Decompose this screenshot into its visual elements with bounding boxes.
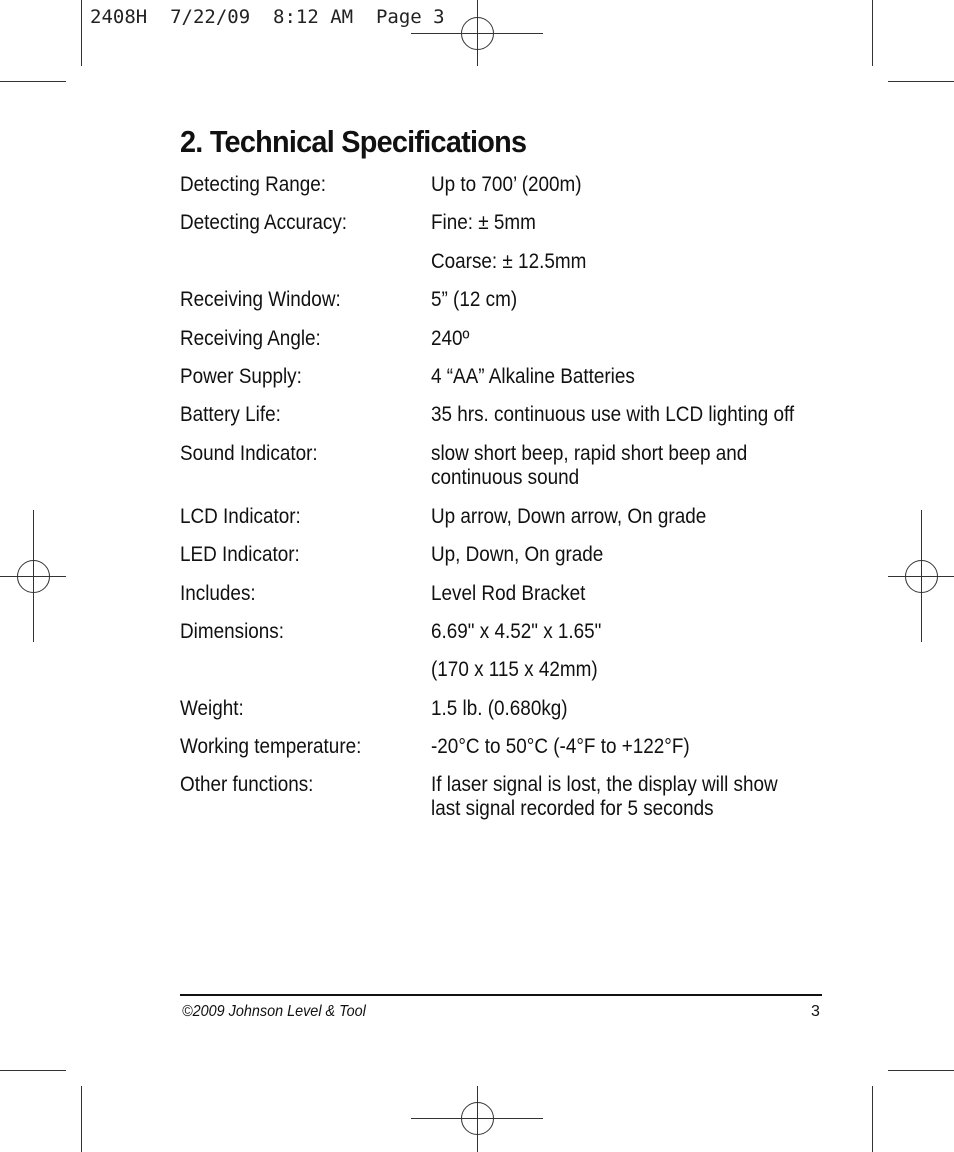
spec-label: Battery Life: bbox=[180, 403, 281, 426]
spec-value-line: 5” (12 cm) bbox=[431, 288, 518, 311]
spec-value bbox=[431, 173, 818, 197]
spec-label: LED Indicator: bbox=[180, 543, 300, 566]
spec-value-line: last signal recorded for 5 seconds bbox=[431, 797, 714, 820]
spec-value bbox=[431, 543, 818, 567]
spec-value bbox=[431, 442, 818, 490]
spec-value bbox=[431, 505, 818, 529]
spec-label: Detecting Range: bbox=[180, 173, 327, 196]
spec-value-line: Up arrow, Down arrow, On grade bbox=[431, 505, 707, 528]
spec-label: Dimensions: bbox=[180, 620, 284, 643]
spec-value-line: 1.5 lb. (0.680kg) bbox=[431, 697, 568, 720]
spec-value-line: (170 x 115 x 42mm) bbox=[431, 658, 598, 681]
spec-value bbox=[431, 250, 818, 274]
spec-label: Receiving Angle: bbox=[180, 327, 321, 350]
spec-value-line: Fine: ± 5mm bbox=[431, 211, 536, 234]
spec-value-line: slow short beep, rapid short beep and bbox=[431, 442, 748, 465]
spec-value-line: If laser signal is lost, the display will show bbox=[431, 773, 778, 796]
spec-value-line: 35 hrs. continuous use with LCD lighting off bbox=[431, 403, 795, 426]
spec-label: LCD Indicator: bbox=[180, 505, 301, 528]
spec-value-line: Up, Down, On grade bbox=[431, 543, 604, 566]
spec-value-line: Coarse: ± 12.5mm bbox=[431, 250, 587, 273]
section-title: 2. Technical Specifications bbox=[180, 124, 527, 159]
spec-value-line: continuous sound bbox=[431, 466, 580, 489]
spec-value bbox=[431, 403, 818, 427]
spec-label: Power Supply: bbox=[180, 365, 302, 388]
spec-value bbox=[431, 620, 818, 644]
spec-value bbox=[431, 697, 818, 721]
spec-value bbox=[431, 288, 818, 312]
spec-label: Sound Indicator: bbox=[180, 442, 318, 465]
spec-label: Weight: bbox=[180, 697, 244, 720]
footer-page-number: 3 bbox=[811, 1003, 820, 1020]
spec-value-line: -20°C to 50°C (-4°F to +122°F) bbox=[431, 735, 690, 758]
spec-value-line: Level Rod Bracket bbox=[431, 582, 586, 605]
spec-value bbox=[431, 211, 818, 235]
spec-label: Receiving Window: bbox=[180, 288, 341, 311]
spec-value bbox=[431, 327, 818, 351]
spec-value-line: 6.69" x 4.52" x 1.65" bbox=[431, 620, 602, 643]
spec-value-line: 240º bbox=[431, 327, 470, 350]
spec-value-line: Up to 700’ (200m) bbox=[431, 173, 582, 196]
print-slug: 2408H 7/22/09 8:12 AM Page 3 bbox=[90, 6, 445, 28]
spec-value bbox=[431, 582, 818, 606]
spec-value bbox=[431, 658, 818, 682]
spec-label: Includes: bbox=[180, 582, 256, 605]
spec-value-line: 4 “AA” Alkaline Batteries bbox=[431, 365, 635, 388]
spec-value bbox=[431, 735, 818, 759]
spec-value bbox=[431, 365, 818, 389]
spec-label: Other functions: bbox=[180, 773, 314, 796]
footer-copyright: ©2009 Johnson Level & Tool bbox=[182, 1003, 366, 1020]
spec-label: Working temperature: bbox=[180, 735, 362, 758]
spec-value bbox=[431, 773, 818, 821]
footer-rule bbox=[180, 994, 822, 996]
spec-label: Detecting Accuracy: bbox=[180, 211, 348, 234]
